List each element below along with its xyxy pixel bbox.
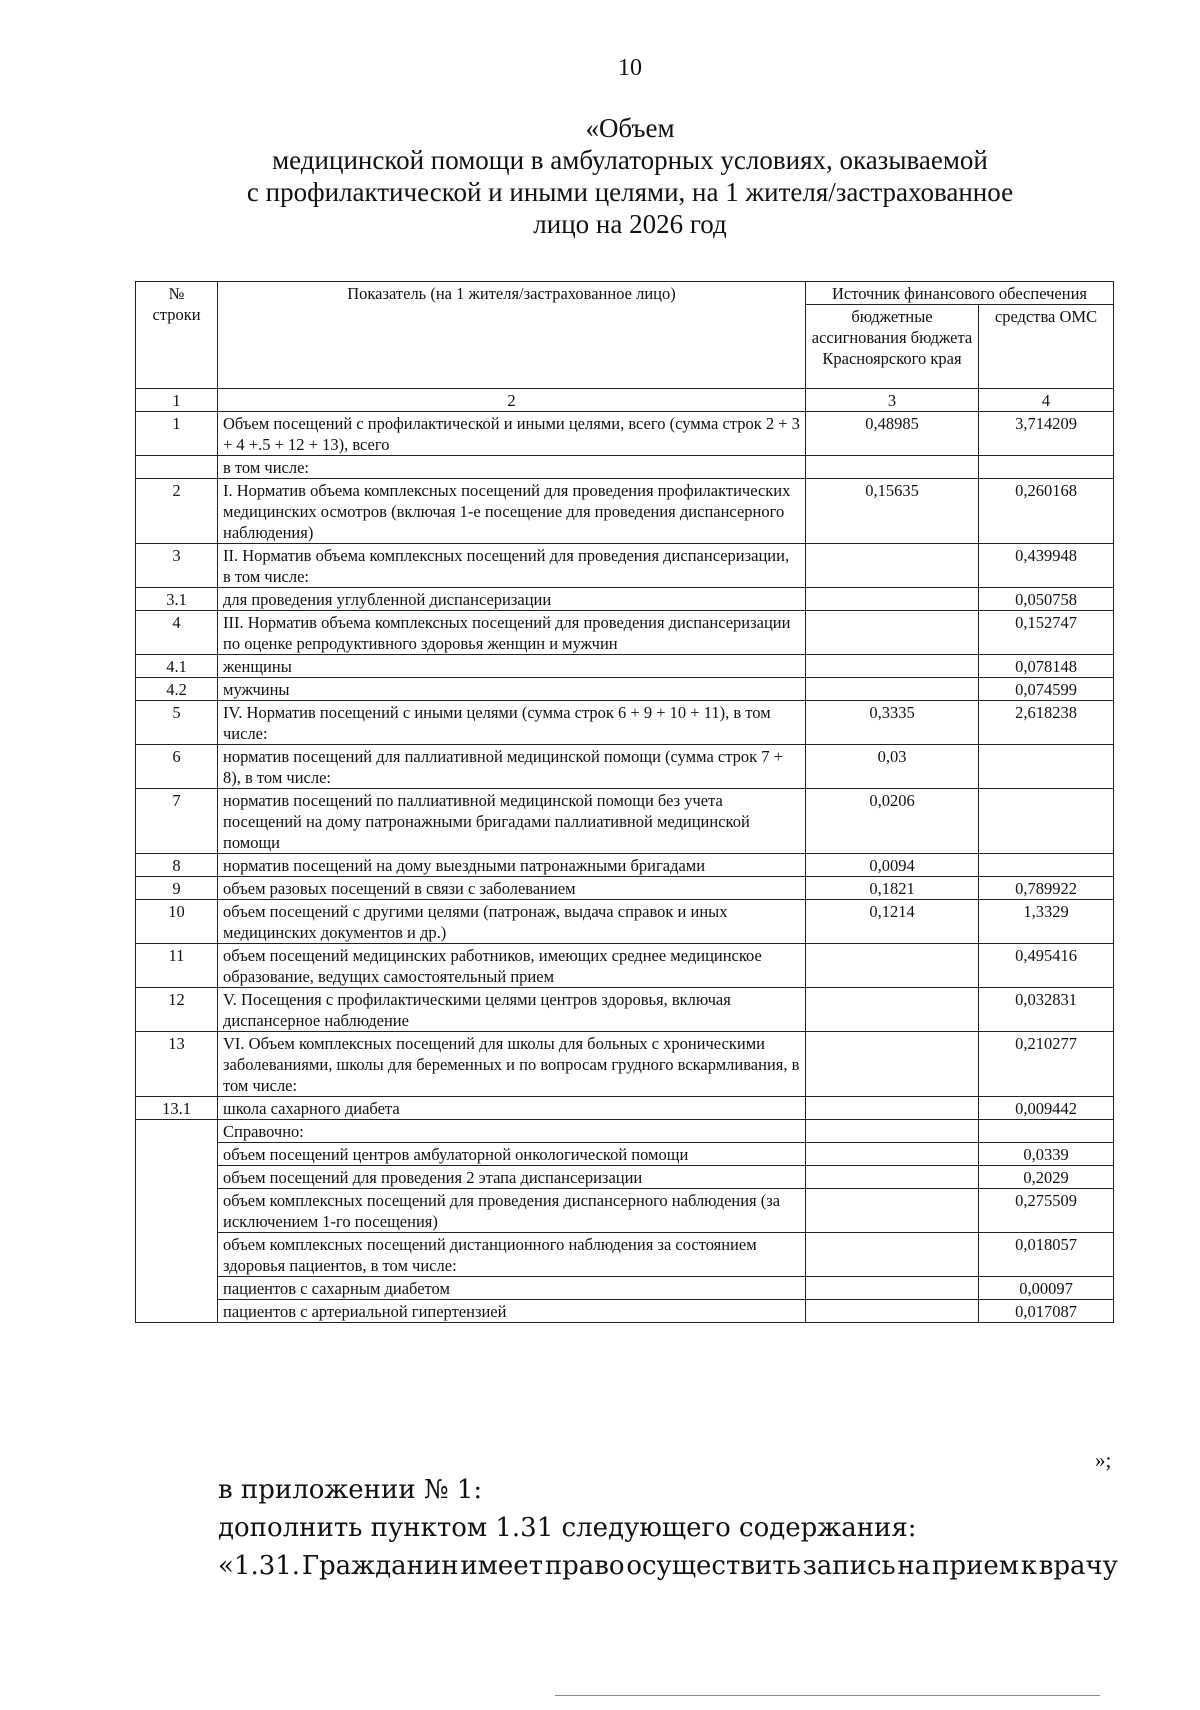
title-line-4: лицо на 2026 год [533,209,727,239]
oms-value-cell: 2,618238 [979,701,1114,745]
reference-row [136,1166,1114,1189]
column-number: 3 [806,389,979,412]
budget-value-cell [806,588,979,611]
budget-value-cell [806,1189,979,1233]
table-row [136,655,1114,678]
indicator-cell: III. Норматив объема комплексных посещений для проведения диспансеризации по оценке репродуктивного здоровья женщин и мужчин [218,611,806,655]
oms-value-cell: 1,3329 [979,900,1114,944]
indicator-cell: V. Посещения с профилактическими целями центров здоровья, включая диспансерное наблюдение [218,988,806,1032]
row-number-cell: 6 [136,745,218,789]
row-number-cell: 7 [136,789,218,854]
budget-value-cell [806,456,979,479]
row-number-cell: 3 [136,544,218,588]
row-number-cell: 12 [136,988,218,1032]
reference-row [136,1300,1114,1323]
oms-value-cell: 0,260168 [979,479,1114,544]
budget-value-cell [806,1097,979,1120]
row-number-cell: 4.2 [136,678,218,701]
row-number-cell: 10 [136,900,218,944]
title-line-3: с профилактической и иными целями, на 1 жителя/застрахованное [246,177,1014,207]
table-row [136,412,1114,456]
indicator-cell: норматив посещений по паллиативной медицинской помощи без учета посещений на дому патронажными бригадами паллиативной медицинской помощи [218,789,806,854]
oms-value-cell: 0,032831 [979,988,1114,1032]
page-number: 10 [618,55,642,81]
table-row [136,701,1114,745]
body-justified-line [218,1551,1118,1581]
indicator-cell: Справочно: [218,1120,806,1143]
body-paragraph-1: в приложении № 1: [218,1475,483,1505]
oms-value-cell: 0,018057 [979,1233,1114,1277]
oms-value-cell: 0,00097 [979,1277,1114,1300]
body-word: врачу [1038,1551,1118,1581]
budget-value-cell [806,1120,979,1143]
body-word: к [1020,1551,1037,1581]
indicator-cell: объем посещений медицинских работников, имеющих среднее медицинское образование, ведущих самостоятельный прием [218,944,806,988]
oms-value-cell [979,1120,1114,1143]
table-header-row [136,282,1114,305]
table-row [136,1097,1114,1120]
budget-value-cell [806,655,979,678]
budget-value-cell: 0,1214 [806,900,979,944]
indicator-cell: пациентов с артериальной гипертензией [218,1300,806,1323]
indicator-cell: VI. Объем комплексных посещений для школы для больных с хроническими заболеваниями, школы для беременных и по вопросам грудного вскармливания, в том числе: [218,1032,806,1097]
body-word: на [897,1551,931,1581]
header-budget: бюджетные ассигнования бюджета Красноярского края [806,305,979,389]
budget-value-cell [806,1300,979,1323]
oms-value-cell: 0,789922 [979,877,1114,900]
row-number-cell: 3.1 [136,588,218,611]
oms-value-cell: 0,2029 [979,1166,1114,1189]
table-row [136,1032,1114,1097]
reference-row [136,1189,1114,1233]
oms-value-cell: 0,210277 [979,1032,1114,1097]
column-number: 4 [979,389,1114,412]
table-row [136,456,1114,479]
column-number: 1 [136,389,218,412]
body-word: прием [932,1551,1019,1581]
volume-table [135,281,1114,1323]
budget-value-cell [806,1233,979,1277]
reference-row [136,1143,1114,1166]
budget-value-cell [806,678,979,701]
oms-value-cell [979,745,1114,789]
indicator-cell: женщины [218,655,806,678]
oms-value-cell: 0,495416 [979,944,1114,988]
body-word: «1.31. [218,1551,301,1581]
budget-value-cell [806,944,979,988]
oms-value-cell: 0,078148 [979,655,1114,678]
table-row [136,854,1114,877]
budget-value-cell: 0,48985 [806,412,979,456]
row-number-cell: 1 [136,412,218,456]
oms-value-cell: 0,017087 [979,1300,1114,1323]
oms-value-cell: 0,439948 [979,544,1114,588]
oms-value-cell: 0,074599 [979,678,1114,701]
body-word: имеет [460,1551,544,1581]
indicator-cell: объем комплексных посещений дистанционного наблюдения за состоянием здоровья пациентов, в том числе: [218,1233,806,1277]
table-row [136,479,1114,544]
reference-row [136,1120,1114,1143]
indicator-cell: IV. Норматив посещений с иными целями (сумма строк 6 + 9 + 10 + 11), в том числе: [218,701,806,745]
header-row-number [136,282,218,389]
column-numbers-row [136,389,1114,412]
body-paragraph-3 [218,1551,1118,1581]
closing-quote: »; [1095,1448,1112,1472]
table-row [136,900,1114,944]
table-row [136,544,1114,588]
table-body [136,412,1114,1323]
oms-value-cell: 0,009442 [979,1097,1114,1120]
budget-value-cell [806,1143,979,1166]
row-number-cell: 4.1 [136,655,218,678]
table-row [136,789,1114,854]
row-number-cell: 5 [136,701,218,745]
body-word: право [544,1551,625,1581]
table-row [136,988,1114,1032]
budget-value-cell [806,1166,979,1189]
oms-value-cell: 0,050758 [979,588,1114,611]
indicator-cell: норматив посещений на дому выездными патронажными бригадами [218,854,806,877]
budget-value-cell [806,1277,979,1300]
oms-value-cell: 3,714209 [979,412,1114,456]
oms-value-cell: 0,0339 [979,1143,1114,1166]
indicator-cell: объем посещений для проведения 2 этапа диспансеризации [218,1166,806,1189]
row-number-cell: 9 [136,877,218,900]
indicator-cell: объем комплексных посещений для проведения диспансерного наблюдения (за исключением 1-го посещения) [218,1189,806,1233]
reference-row [136,1233,1114,1277]
budget-value-cell [806,544,979,588]
body-word: осуществить [626,1551,801,1581]
footer-rule [555,1695,1100,1696]
header-row-number-label: строки [152,305,201,324]
title-line-2: медицинской помощи в амбулаторных условиях, оказываемой [272,145,988,175]
budget-value-cell: 0,1821 [806,877,979,900]
indicator-cell: I. Норматив объема комплексных посещений для проведения профилактических медицинских осмотров (включая 1-е посещение для проведения диспансерного наблюдения) [218,479,806,544]
row-number-cell: 13 [136,1032,218,1097]
indicator-cell: объем разовых посещений в связи с заболеванием [218,877,806,900]
header-oms: средства ОМС [979,305,1114,389]
indicator-cell: мужчины [218,678,806,701]
indicator-cell: II. Норматив объема комплексных посещений для проведения диспансеризации, в том числе: [218,544,806,588]
row-number-cell: 2 [136,479,218,544]
table-row [136,877,1114,900]
budget-value-cell: 0,0206 [806,789,979,854]
oms-value-cell [979,789,1114,854]
indicator-cell: школа сахарного диабета [218,1097,806,1120]
budget-value-cell: 0,0094 [806,854,979,877]
table-row [136,611,1114,655]
indicator-cell: для проведения углубленной диспансеризации [218,588,806,611]
header-indicator: Показатель (на 1 жителя/застрахованное лицо) [218,282,806,389]
reference-row-number-cell [136,1120,218,1323]
reference-row [136,1277,1114,1300]
document-title [0,112,1200,240]
budget-value-cell: 0,3335 [806,701,979,745]
indicator-cell: пациентов с сахарным диабетом [218,1277,806,1300]
budget-value-cell: 0,03 [806,745,979,789]
table-row [136,588,1114,611]
budget-value-cell: 0,15635 [806,479,979,544]
body-word: запись [802,1551,896,1581]
oms-value-cell [979,456,1114,479]
indicator-cell: в том числе: [218,456,806,479]
row-number-cell: 11 [136,944,218,988]
row-number-cell: 4 [136,611,218,655]
title-line-1: «Объем [585,113,675,143]
indicator-cell: объем посещений с другими целями (патронаж, выдача справок и иных медицинских документов и др.) [218,900,806,944]
oms-value-cell: 0,152747 [979,611,1114,655]
header-row-number-symbol: № [168,284,185,303]
table-row [136,745,1114,789]
row-number-cell: 13.1 [136,1097,218,1120]
indicator-cell: норматив посещений для паллиативной медицинской помощи (сумма строк 7 + 8), в том числе: [218,745,806,789]
budget-value-cell [806,1032,979,1097]
body-paragraph-2: дополнить пунктом 1.31 следующего содержания: [218,1513,917,1543]
body-word: Гражданин [301,1551,459,1581]
header-funding-source: Источник финансового обеспечения [806,282,1114,305]
oms-value-cell [979,854,1114,877]
column-number: 2 [218,389,806,412]
table-row [136,944,1114,988]
table-row [136,678,1114,701]
row-number-cell: 8 [136,854,218,877]
oms-value-cell: 0,275509 [979,1189,1114,1233]
budget-value-cell [806,611,979,655]
indicator-cell: Объем посещений с профилактической и иными целями, всего (сумма строк 2 + 3 + 4 +.5 + 12 + 13), всего [218,412,806,456]
budget-value-cell [806,988,979,1032]
row-number-cell [136,456,218,479]
indicator-cell: объем посещений центров амбулаторной онкологической помощи [218,1143,806,1166]
